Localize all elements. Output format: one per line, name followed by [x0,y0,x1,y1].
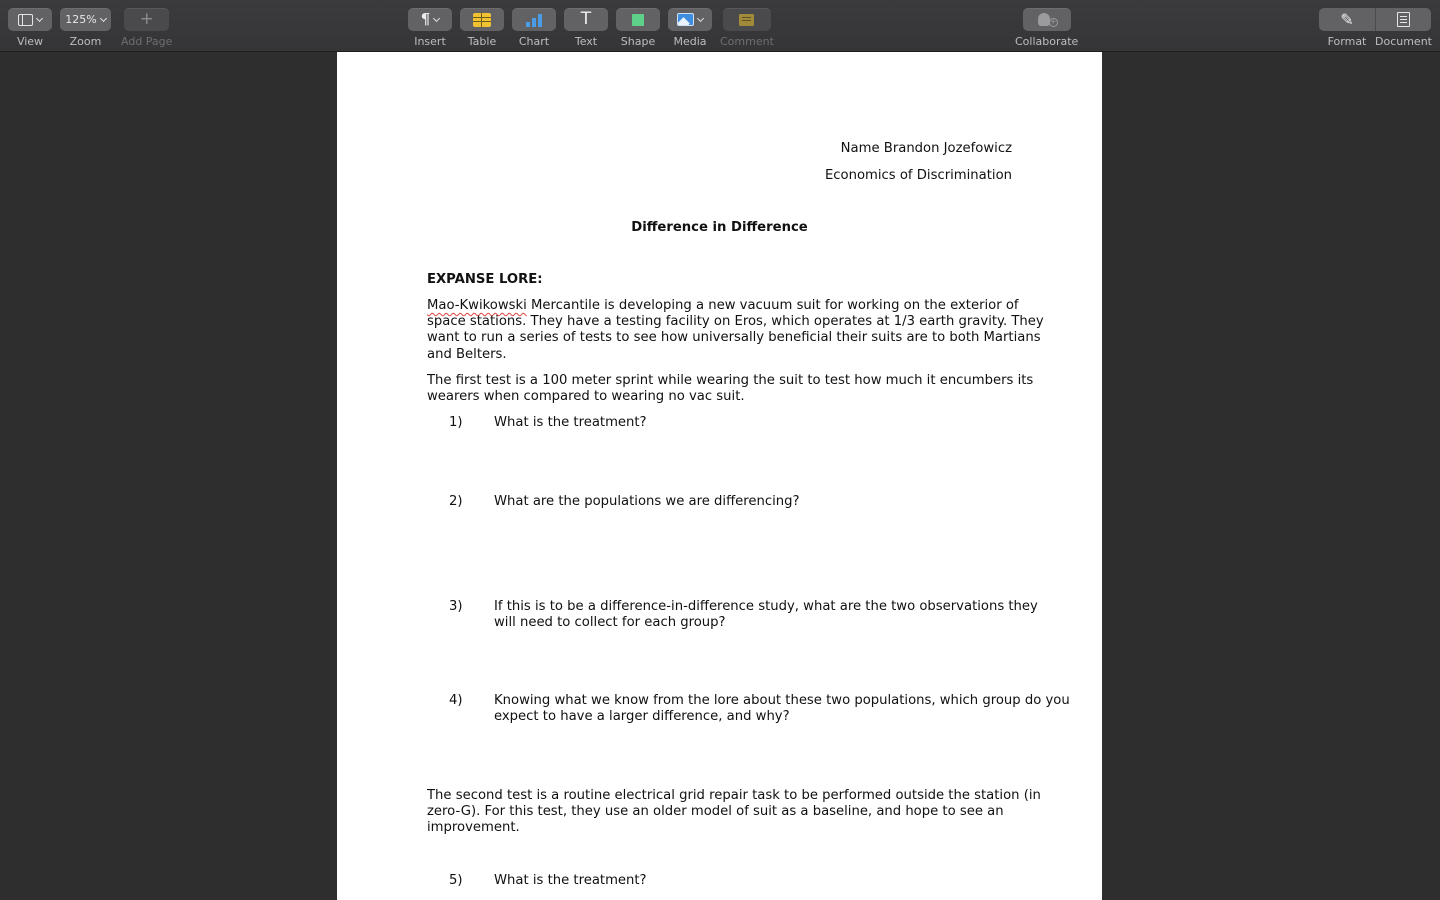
document-page[interactable] [337,52,1102,900]
document-button[interactable] [1375,8,1431,31]
question-3[interactable] [449,599,1049,635]
table-button[interactable] [460,8,504,31]
question-text: What is the treatment? [494,415,647,430]
insert-button[interactable] [408,8,452,31]
comment-icon [739,14,754,26]
zoom-value: 125% [65,13,97,26]
add-page-button[interactable] [124,8,169,31]
question-4[interactable] [449,693,1070,729]
insert-control[interactable] [408,8,452,48]
document-icon [1397,12,1410,27]
name-line[interactable]: Name Brandon Jozefowicz [840,141,1012,156]
comment-label: Comment [720,35,774,48]
question-1[interactable] [449,415,1049,435]
zoom-control[interactable] [60,8,111,48]
question-text: What are the populations we are differencing? [494,494,800,509]
question-line: will need to collect for each group? [494,615,726,631]
paragraph-line: and Belters. [427,346,507,362]
paragraph-line: Mercantile is developing a new vacuum suit for working on the exterior of [526,298,1019,313]
add-page-label: Add Page [121,35,173,48]
comment-button[interactable] [723,8,771,31]
question-text [494,599,1039,631]
collaborate-label: Collaborate [1015,35,1079,48]
document-title[interactable]: Difference in Difference [631,220,808,235]
inspector-control [1319,8,1431,48]
question-text [494,693,1070,725]
media-label: Media [673,35,707,48]
sidebar-view-icon [18,14,33,26]
table-label: Table [467,35,497,48]
question-line: expect to have a larger difference, and why? [494,709,790,725]
paragraph-icon: ¶ [420,10,431,28]
view-control[interactable] [8,8,52,48]
paragraph-line: The second test is a routine electrical grid repair task to be performed outside the station (in [427,788,1041,803]
question-2[interactable] [449,494,1049,514]
collaborate-icon: + [1036,13,1058,27]
toolbar [0,0,1440,52]
view-button[interactable] [8,8,52,31]
text-control[interactable] [564,8,608,48]
second-test-paragraph[interactable] [427,788,1041,837]
paragraph-line: zero-G). For this test, they use an older model of suit as a baseline, and hope to see an [427,804,1004,820]
media-button[interactable] [668,8,712,31]
text-icon: T [580,9,592,29]
chevron-down-icon [697,14,704,21]
inspector-segmented-control [1319,8,1431,31]
chevron-down-icon [36,14,43,21]
document-label: Document [1375,35,1432,48]
text-button[interactable] [564,8,608,31]
chart-control[interactable] [512,8,556,48]
table-control[interactable] [460,8,504,48]
question-text: What is the treatment? [494,873,647,888]
misspelled-word[interactable]: Mao-Kwikowski [427,298,527,313]
paragraph-line: The first test is a 100 meter sprint while wearing the suit to test how much it encumbers its [427,373,1034,388]
image-icon [677,13,694,26]
question-number: 5) [449,873,463,888]
document-canvas[interactable] [0,52,1440,900]
shape-control[interactable] [616,8,660,48]
course-line[interactable]: Economics of Discrimination [824,168,1012,183]
chart-icon [526,13,542,27]
format-button[interactable] [1319,8,1375,31]
text-label: Text [574,35,598,48]
plus-icon: + [139,9,154,29]
paragraph-line: want to run a series of tests to see how universally beneficial their suits are to both Martians [427,330,1041,346]
format-label: Format [1327,35,1367,48]
paintbrush-icon: ✎ [1340,9,1354,29]
media-control[interactable] [668,8,712,48]
first-test-paragraph[interactable] [427,373,1034,405]
add-page-control[interactable] [121,8,172,48]
question-number: 2) [449,494,463,509]
question-line: If this is to be a difference-in-difference study, what are the two observations they [494,599,1038,614]
chevron-down-icon [433,14,440,21]
chart-button[interactable] [512,8,556,31]
insert-label: Insert [414,35,446,48]
question-number: 3) [449,599,463,614]
lore-paragraph[interactable] [427,298,1044,363]
shape-button[interactable] [616,8,660,31]
paragraph-line: space stations. They have a testing facility on Eros, which operates at 1/3 earth gravity. They [427,314,1044,330]
paragraph-line: wearers when compared to wearing no vac suit. [427,389,745,405]
chevron-down-icon [100,14,107,21]
question-line: Knowing what we know from the lore about these two populations, which group do you [494,693,1070,708]
question-number: 1) [449,415,463,430]
zoom-select[interactable] [60,8,111,31]
shape-icon [632,14,644,26]
table-icon [473,13,491,27]
collaborate-button[interactable] [1023,8,1071,31]
section-heading[interactable]: EXPANSE LORE: [427,272,543,287]
question-5[interactable] [449,873,1049,893]
paragraph-line: improvement. [427,820,520,836]
shape-label: Shape [620,35,656,48]
view-label: View [16,35,44,48]
zoom-label: Zoom [69,35,102,48]
comment-control[interactable] [720,8,774,48]
question-number: 4) [449,693,463,708]
chart-label: Chart [518,35,550,48]
collaborate-control[interactable] [1015,8,1078,48]
